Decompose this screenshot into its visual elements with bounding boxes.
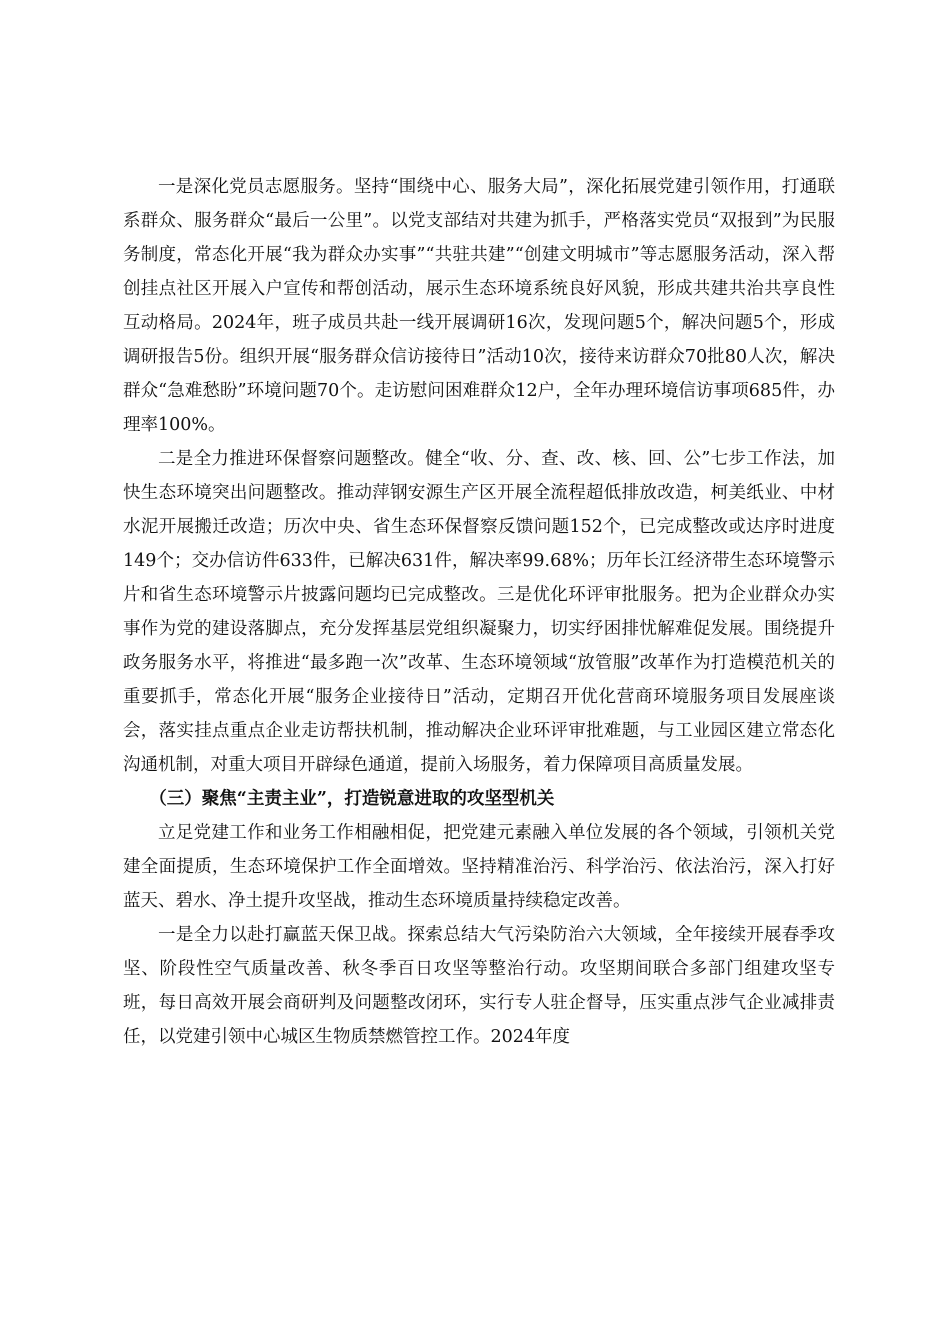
paragraph-blue-sky: 一是全力以赴打赢蓝天保卫战。探索总结大气污染防治六大领域，全年接续开展春季攻坚、阶段性空气质量改善、秋冬季百日攻坚等整治行动。攻坚期间联合多部门组建攻坚专班，每日高效开展会商研判及问题整改闭环，实行专人驻企督导，压实重点涉气企业减排责任，以党建引领中心城区生物质禁燃管控工作。2024年度	[123, 925, 835, 1047]
paragraph-section-intro: 立足党建工作和业务工作相融相促，把党建元素融入单位发展的各个领域，引领机关党建全面提质，生态环境保护工作全面增效。坚持精准治污、科学治污、依法治污，深入打好蓝天、碧水、净土提升攻坚战，推动生态环境质量持续稳定改善。	[123, 823, 835, 911]
paragraph-volunteer-service: 一是深化党员志愿服务。坚持“围绕中心、服务大局”，深化拓展党建引领作用，打通联系群众、服务群众“最后一公里”。以党支部结对共建为抓手，严格落实党员“双报到”为民服务制度，常态化开展“我为群众办实事”“共驻共建”“创建文明城市”等志愿服务活动，深入帮创挂点社区开展入户宣传和帮创活动，展示生态环境系统良好风貌，形成共建共治共享良性互动格局。2024年，班子成员共赴一线开展调研16次，发现问题5个，解决问题5个，形成调研报告5份。组织开展“服务群众信访接待日”活动10次，接待来访群众70批80人次，解决群众“急难愁盼”环境问题70个。走访慰问困难群众12户，全年办理环境信访事项685件，办理率100%。	[123, 177, 835, 435]
document-body	[123, 170, 835, 1054]
section-heading: （三）聚焦“主责主业”，打造锐意进取的攻坚型机关	[149, 789, 555, 809]
paragraph-inspection-rectification: 二是全力推进环保督察问题整改。健全“收、分、查、改、核、回、公”七步工作法，加快生态环境突出问题整改。推动萍钢安源生产区开展全流程超低排放改造，柯美纸业、中材水泥开展搬迁改造；历次中央、省生态环保督察反馈问题152个，已完成整改或达序时进度149个；交办信访件633件，已解决631件，解决率99.68%；历年长江经济带生态环境警示片和省生态环境警示片披露问题均已完成整改。三是优化环评审批服务。把为企业群众办实事作为党的建设落脚点，充分发挥基层党组织凝聚力，切实纾困排忧解难促发展。围绕提升政务服务水平，将推进“最多跑一次”改革、生态环境领域“放管服”改革作为打造模范机关的重要抓手，常态化开展“服务企业接待日”活动，定期召开优化营商环境服务项目发展座谈会，落实挂点重点企业走访帮扶机制，推动解决企业环评审批难题，与工业园区建立常态化沟通机制，对重大项目开辟绿色通道，提前入场服务，着力保障项目高质量发展。	[123, 449, 835, 775]
